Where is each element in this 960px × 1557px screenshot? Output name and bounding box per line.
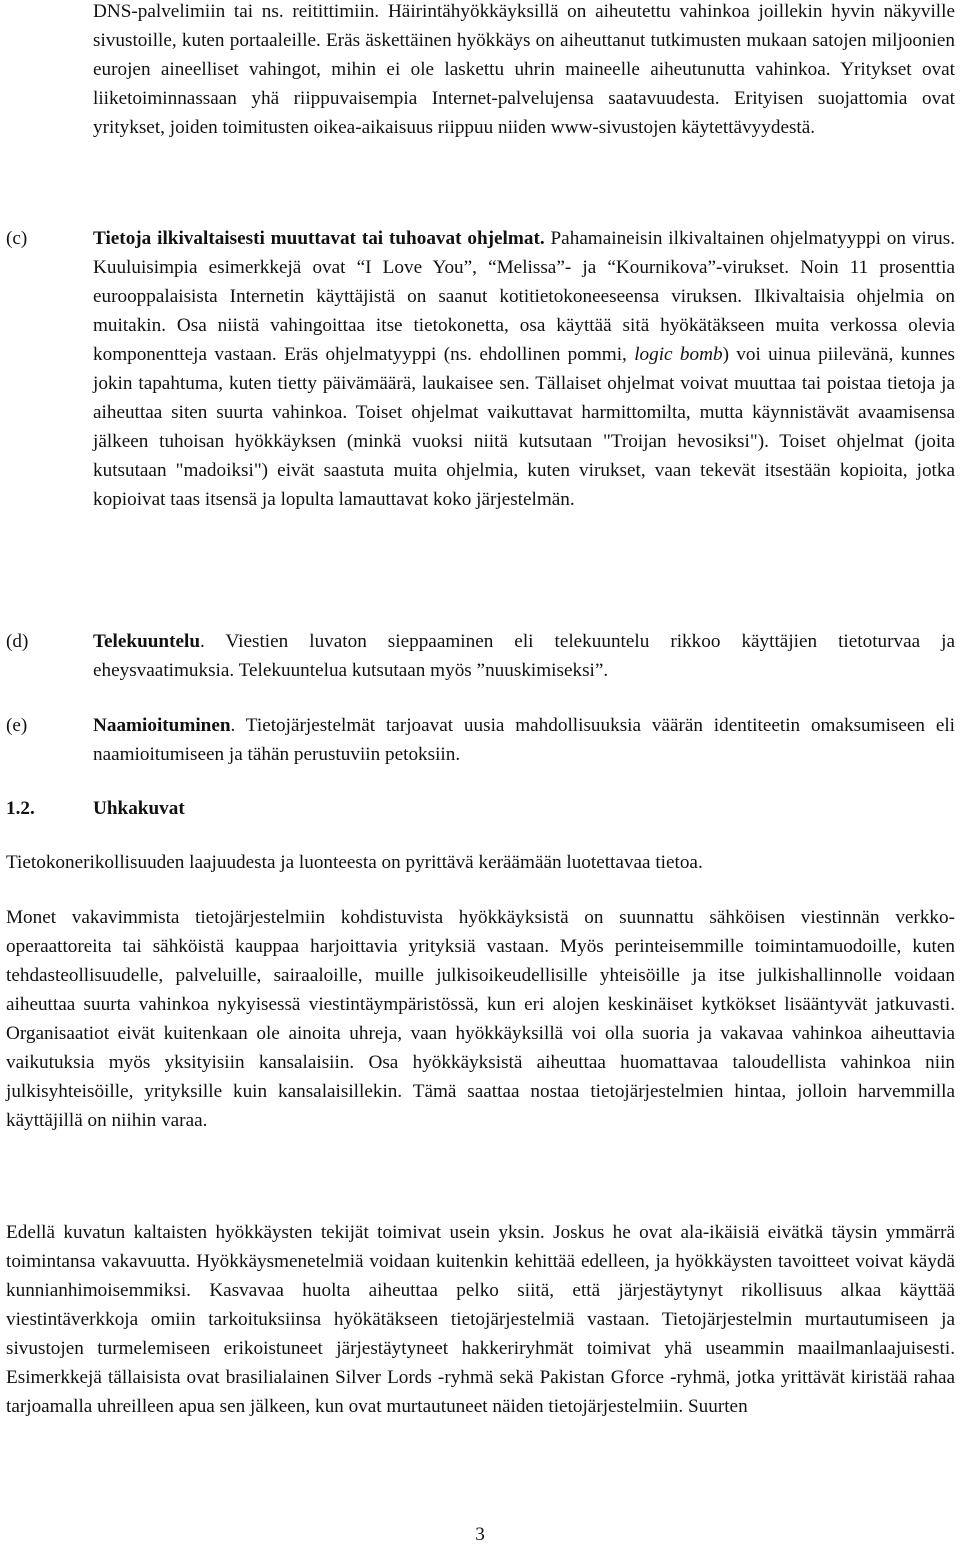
item-c-body-2: ) voi uinua piilevänä, kunnes jokin tapahtuma, kuten tietty päivämäärä, laukaisee sen. Tällaiset ohjelmat voivat muuttaa tai poistaa tietoja ja aiheuttaa siten suurta vahinkoa. Toiset ohjelmat vaikuttavat harmittomilta, mutta käynnistävät avaamisensa jälkeen tuhoisan hyökkäyksen (minkä vuoksi niitä kutsutaan "Troijan hevosiksi"). Toiset ohjelmat (joita kutsutaan "madoiksi") eivät saastuta muita ohjelmia, kuten virukset, vaan tekevät itsestään kopioita, jotka kopioivat taas itsensä ja lopulta lamauttavat koko järjestelmän.: [93, 344, 955, 510]
item-e-label: (e): [6, 715, 28, 736]
paragraph-attacks: Monet vakavimmista tietojärjestelmiin kohdistuvista hyökkäyksistä on suunnattu sähköisen viestinnän verkko-operaattoreita tai sähköistä kauppaa harjoittavia yrityksiä vastaan. Myös perinteisemmille toimintamuodoille, kuten tehdasteollisuudelle, palveluille, sairaaloille, muille julkisoikeudellisille yhteisöille ja itse julkishallinnolle voidaan aiheuttaa suurta vahinkoa nykyisessä viestintäympäristössä, kun eri alojen keskinäiset kytkökset lisääntyvät jatkuvasti. Organisaatiot eivät kuitenkaan ole ainoita uhreja, vaan hyökkäyksillä voi olla suoria ja vakavaa vahinkoa aiheuttavia vaikutuksia myös yksityisiin kansalaisiin. Osa hyökkäyksistä aiheuttaa huomattavaa taloudellista vahinkoa niin julkisyhteisöille, yrityksille kuin kansalaisillekin. Tämä saattaa nostaa tietojärjestelmien hintaa, jolloin harvemmilla käyttäjillä on niihin varaa.: [6, 907, 955, 1131]
item-d-heading: Telekuuntelu: [93, 631, 200, 652]
item-c-label: (c): [6, 228, 28, 249]
item-c-text: [93, 224, 955, 514]
item-e-text: [93, 711, 955, 769]
page-number: 3: [475, 1524, 485, 1545]
item-e-body: . Tietojärjestelmät tarjoavat uusia mahdollisuuksia väärän identiteetin omaksumiseen eli naamioitumiseen ja tähän perustuviin petoksiin.: [93, 715, 955, 765]
item-e-heading: Naamioituminen: [93, 715, 231, 736]
item-d-body: . Viestien luvaton sieppaaminen eli telekuuntelu rikkoo käyttäjien tietoturvaa ja eheysvaatimuksia. Telekuuntelua kutsutaan myös ”nuuskimiseksi”.: [93, 631, 955, 681]
item-c-heading: Tietoja ilkivaltaisesti muuttavat tai tuhoavat ohjelmat.: [93, 228, 545, 249]
paragraph-intro: Tietokonerikollisuuden laajuudesta ja luonteesta on pyrittävä keräämään luotettavaa tietoa.: [6, 852, 703, 873]
item-b-continuation: DNS-palvelimiin tai ns. reitittimiin. Häirintähyökkäyksillä on aiheutettu vahinkoa joillekin hyvin näkyville sivustoille, kuten portaaleille. Eräs äskettäinen hyökkäys on aiheuttanut tutkimusten mukaan satojen miljoonien eurojen aineelliset vahingot, mihin ei ole laskettu uhrin maineelle aiheutunutta vahinkoa. Yritykset ovat liiketoiminnassaan yhä riippuvaisempia Internet-palvelujensa saatavuudesta. Erityisen suojattomia ovat yritykset, joiden toimitusten oikea-aikaisuus riippuu niiden www-sivustojen käytettävyydestä.: [93, 1, 955, 138]
item-d-text: [93, 627, 955, 685]
section-title: Uhkakuvat: [93, 798, 185, 819]
section-number: 1.2.: [6, 798, 35, 819]
item-d-label: (d): [6, 631, 29, 652]
item-c-body-1: Pahamaineisin ilkivaltainen ohjelmatyyppi on virus. Kuuluisimpia esimerkkejä ovat “I Love You”, “Melissa”- ja “Kournikova”-virukset. Noin 11 prosenttia eurooppalaisista Internetin käyttäjistä on saanut kotitietokoneeseensa viruksen. Ilkivaltaisia ohjelmia on muitakin. Osa niistä vahingoittaa itse tietokonetta, osa käyttää sitä hyökätäkseen muita verkossa olevia komponentteja vastaan. Eräs ohjelmatyyppi (ns. ehdollinen pommi,: [93, 228, 955, 365]
paragraph-perpetrators: Edellä kuvatun kaltaisten hyökkäysten tekijät toimivat usein yksin. Joskus he ovat ala-ikäisiä eivätkä täysin ymmärrä toimintansa vakavuutta. Hyökkäysmenetelmiä voidaan kuitenkin kehittää edelleen, ja hyökkäysten tavoitteet voivat käydä kunnianhimoisemmiksi. Kasvavaa huolta aiheuttaa pelko siitä, että järjestäytynyt rikollisuus alkaa käyttää viestintäverkkoja omiin tarkoituksiinsa hyökätäkseen tietojärjestelmiä vastaan. Tietojärjestelmin murtautumiseen ja sivustojen turmelemiseen erikoistuneet järjestäytyneet hakkeriryhmät toimivat yhä useammin maailmanlaajuisesti. Esimerkkejä tällaisista ovat brasilialainen Silver Lords -ryhmä sekä Pakistan Gforce -ryhmä, jotka yrittävät kiristää rahaa tarjoamalla uhreilleen apua sen jälkeen, kun ovat murtautuneet näiden tietojärjestelmiin. Suurten: [6, 1222, 955, 1417]
item-c-italic-term: logic bomb: [634, 344, 723, 365]
